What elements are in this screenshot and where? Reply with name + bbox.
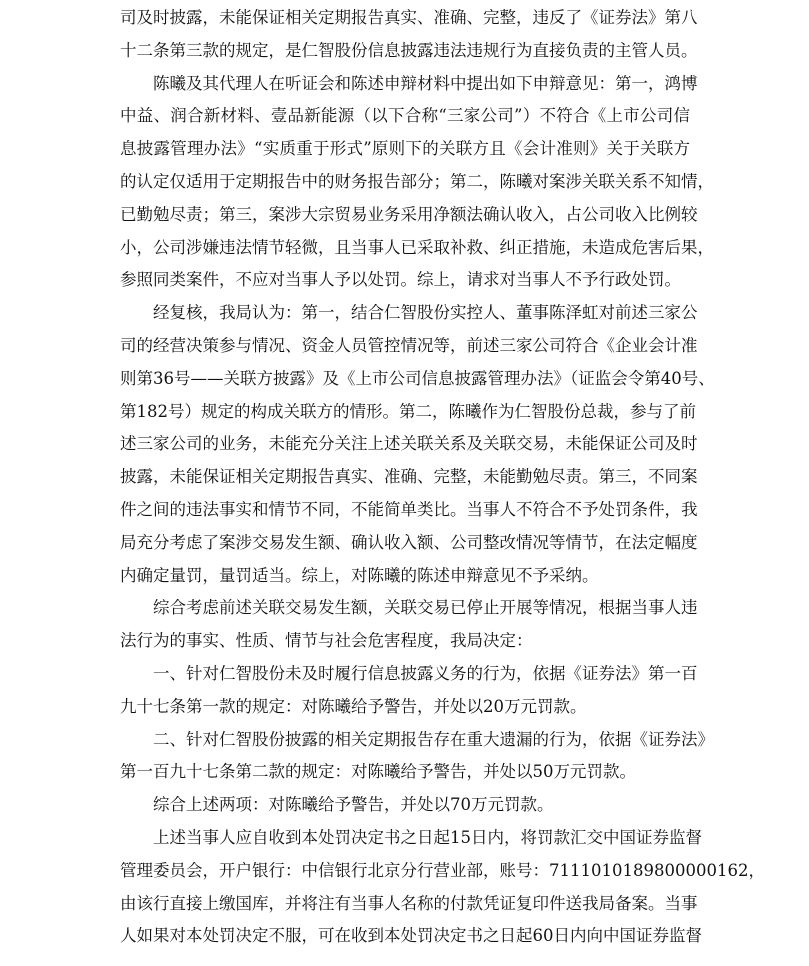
text-line: 法行为的事实、性质、情节与社会危害程度，我局决定： <box>120 631 533 651</box>
text-line: 陈曦及其代理人在听证会和陈述申辩材料中提出如下申辩意见：第一，鸿博 <box>153 73 698 93</box>
text-line: 述三家公司的业务，未能充分关注上述关联关系及关联交易，未能保证公司及时 <box>120 434 698 454</box>
text-line: 综合上述两项：对陈曦给予警告，并处以70万元罚款。 <box>153 795 554 815</box>
text-line: 件之间的违法事实和情节不同，不能简单类比。当事人不符合不予处罚条件，我 <box>120 499 698 519</box>
text-line: 上述当事人应自收到本处罚决定书之日起15日内，将罚款汇交中国证券监督 <box>153 827 702 847</box>
text-line: 司的经营决策参与情况、资金人员管控情况等，前述三家公司符合《企业会计准 <box>120 335 698 355</box>
text-line: 内确定量罚，量罚适当。综上，对陈曦的陈述申辩意见不予采纳。 <box>120 565 599 585</box>
text-line: 十二条第三款的规定，是仁智股份信息披露违法违规行为直接负责的主管人员。 <box>120 40 698 60</box>
text-line: 中益、润合新材料、壹品新能源（以下合称“三家公司”）不符合《上市公司信 <box>120 106 690 126</box>
text-line: 综合考虑前述关联交易发生额，关联交易已停止开展等情况，根据当事人违 <box>153 598 698 618</box>
text-line: 参照同类案件，不应对当事人予以处罚。综上，请求对当事人不予行政处罚。 <box>120 270 681 290</box>
text-line: 第182号）规定的构成关联方的情形。第二，陈曦作为仁智股份总裁，参与了前 <box>120 401 696 421</box>
text-line: 第一百九十七条第二款的规定：对陈曦给予警告，并处以50万元罚款。 <box>120 762 636 782</box>
text-line: 二、针对仁智股份披露的相关定期报告存在重大遗漏的行为，依据《证券法》 <box>153 729 714 749</box>
text-line: 息披露管理办法》“实质重于形式”原则下的关联方且《会计准则》关于关联方 <box>120 139 690 159</box>
text-line: 的认定仅适用于定期报告中的财务报告部分；第二，陈曦对案涉关联关系不知情， <box>120 171 714 191</box>
text-line: 九十七条第一款的规定：对陈曦给予警告，并处以20万元罚款。 <box>120 696 587 716</box>
text-line: 小，公司涉嫌违法情节轻微，且当事人已采取补救、纠正措施，未造成危害后果， <box>120 237 714 257</box>
document-body <box>120 0 765 953</box>
text-line: 一、针对仁智股份未及时履行信息披露义务的行为，依据《证券法》第一百 <box>153 663 698 683</box>
text-line: 披露，未能保证相关定期报告真实、准确、完整，未能勤勉尽责。第三，不同案 <box>120 467 698 487</box>
text-line: 司及时披露，未能保证相关定期报告真实、准确、完整，违反了《证券法》第八 <box>120 8 698 27</box>
text-line: 局充分考虑了案涉交易发生额、确认收入额、公司整改情况等情节，在法定幅度 <box>120 532 698 552</box>
text-line: 管理委员会，开户银行：中信银行北京分行营业部，账号：7111010189800000162， <box>120 860 765 880</box>
text-line: 已勤勉尽责；第三，案涉大宗贸易业务采用净额法确认收入，占公司收入比例较 <box>120 204 698 224</box>
text-line: 则第36号——关联方披露》及《上市公司信息披露管理办法》（证监会令第40号、 <box>120 368 715 388</box>
text-line: 人如果对本处罚决定不服，可在收到本处罚决定书之日起60日内向中国证券监督 <box>120 926 702 946</box>
text-line: 经复核，我局认为：第一，结合仁智股份实控人、董事陈泽虹对前述三家公 <box>153 303 698 323</box>
text-line: 由该行直接上缴国库，并将注有当事人名称的付款凭证复印件送我局备案。当事 <box>120 893 698 913</box>
